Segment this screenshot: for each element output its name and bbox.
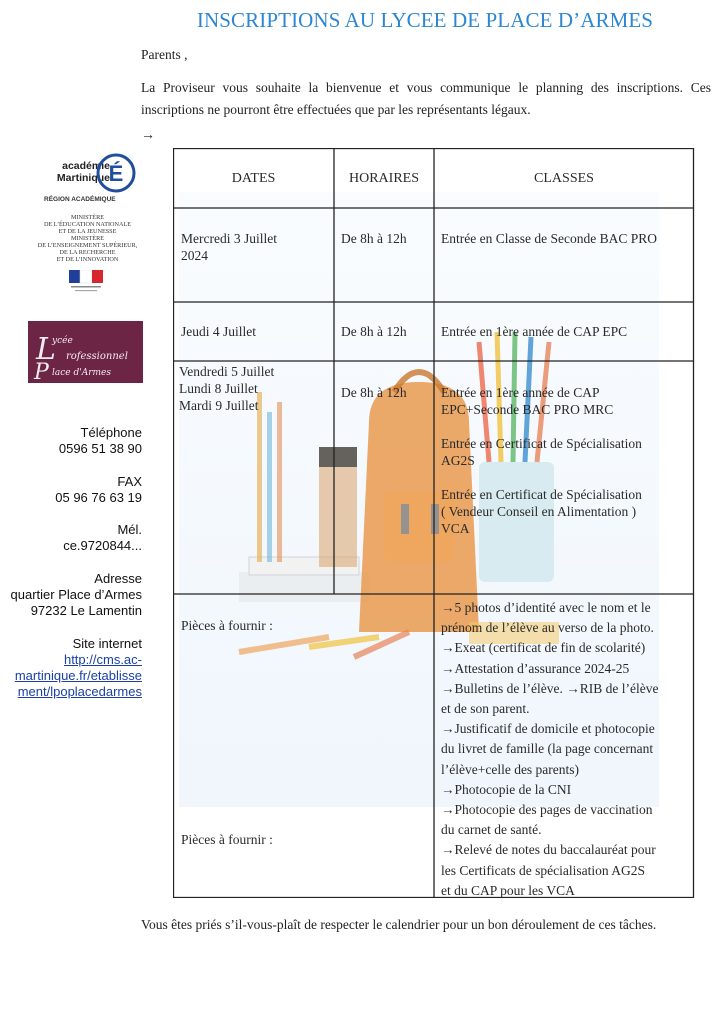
table-row-1-horaires: De 8h à 12h (341, 231, 407, 246)
table-row-1-dates: Mercredi 3 Juillet 2024 (181, 231, 277, 263)
list-item: →5 photos d’identité avec le nom et le (441, 600, 651, 615)
fax-label: FAX (117, 474, 142, 489)
list-item: →Photocopie de la CNI (441, 781, 572, 797)
table-row-2-dates: Jeudi 4 Juillet (181, 324, 256, 339)
svg-text:rofessionnel: rofessionnel (66, 351, 128, 362)
list-item: →Relevé de notes du baccalauréat pour (441, 842, 656, 858)
phone-block (59, 425, 142, 457)
academie-logo-text: académie Martinique (56, 160, 110, 184)
pieces-label-top: Pièces à fournir : (181, 618, 273, 633)
list-item: l’élève+celle des parents) (441, 761, 580, 777)
header-classes: CLASSES (534, 171, 594, 186)
table-row-3-dates: Vendredi 5 Juillet Lundi 8 Juillet Mardi 9 Juillet (179, 364, 275, 413)
ministry-text: MINISTÈRE DE L’ÉDUCATION NATIONALE ET DE LA JEUNESSE MINISTÈRE DE L’ENSEIGNEMENT SUPÉRIEUR, DE LA RECHERCHE ET DE L’INNOVATION (37, 214, 138, 263)
mail-block (63, 522, 142, 554)
table-row-3-horaires: De 8h à 12h (341, 385, 407, 400)
header-horaires: HORAIRES (348, 171, 419, 186)
website-block (15, 636, 142, 700)
list-item: du carnet de santé. (441, 822, 542, 838)
lycee-professionnel-logo (28, 321, 143, 383)
table-row-2-classes: Entrée en 1ère année de CAP EPC (441, 324, 628, 339)
lycee-logo-icon (28, 321, 143, 383)
mail-value: ce.9720844... (63, 538, 142, 553)
website-label: Site internet (72, 636, 142, 651)
republique-francaise-logo-icon (69, 270, 103, 294)
region-label: RÉGION ACADÉMIQUE (44, 196, 116, 203)
svg-text:ycée: ycée (52, 336, 73, 346)
intro-paragraph: La Proviseur vous souhaite la bienvenue et vous communique le planning des inscriptions. Ces inscriptions ne pourront être effectuées que par les représentants légaux. (141, 80, 711, 117)
table-row-2-horaires: De 8h à 12h (341, 324, 407, 339)
svg-text:lace d'Armes: lace d'Armes (52, 368, 111, 378)
academie-e-logo-icon (93, 148, 139, 194)
pieces-label-bottom: Pièces à fournir : (181, 832, 273, 847)
list-item: →Attestation d’assurance 2024-25 (441, 660, 630, 676)
inscriptions-table (173, 148, 695, 898)
table-row-1-classes: Entrée en Classe de Seconde BAC PRO (441, 231, 657, 246)
address-line: 97232 Le Lamentin (30, 603, 142, 618)
header-dates: DATES (231, 171, 276, 186)
fax-value: 05 96 76 63 19 (55, 490, 142, 505)
phone-value: 0596 51 38 90 (58, 441, 142, 456)
page-title: INSCRIPTIONS AU LYCEE DE PLACE D’ARMES (196, 8, 654, 32)
footer-note: Vous êtes priés s’il-vous-plaît de respecter le calendrier pour un bon déroulement de ces tâches. (141, 917, 657, 932)
svg-text:P: P (34, 360, 49, 383)
list-item: →Justificatif de domicile et photocopie (441, 721, 655, 737)
list-item: et de son parent. (441, 701, 530, 717)
greeting: Parents , (141, 47, 188, 62)
mail-label: Mél. (117, 522, 142, 537)
list-item: →Exeat (certificat de fin de scolarité) (441, 640, 646, 656)
svg-text:É: É (108, 161, 124, 186)
list-item: les Certificats de spécialisation AG2S (441, 862, 645, 878)
address-line: quartier Place d’Armes (10, 587, 142, 602)
pieces-list (441, 598, 691, 901)
svg-text:L: L (36, 332, 56, 367)
list-item: →Photocopie des pages de vaccination (441, 802, 653, 818)
phone-label: Téléphone (80, 425, 142, 440)
list-item: et du CAP pour les VCA (441, 882, 575, 898)
fax-block (55, 474, 142, 506)
list-item: du livret de famille (la page concernant (441, 741, 654, 757)
list-item: →Bulletins de l’élève. →RIB de l’élève (441, 680, 659, 696)
website-link[interactable]: http://cms.ac- martinique.fr/etablisse ment/lpoplacedarmes (14, 652, 142, 699)
address-label: Adresse (94, 571, 142, 586)
list-item: prénom de l’élève au verso de la photo. (441, 620, 654, 636)
address-block (11, 571, 143, 619)
table-row-3-classes: Entrée en 1ère année de CAP EPC+Seconde BAC PRO MRC Entrée en Certificat de Spécialisation AG2S Entrée en Certificat de Spécialisation ( Vendeur Conseil en Alimentation ) VCA (441, 385, 642, 536)
arrow-marker: → (141, 128, 155, 143)
